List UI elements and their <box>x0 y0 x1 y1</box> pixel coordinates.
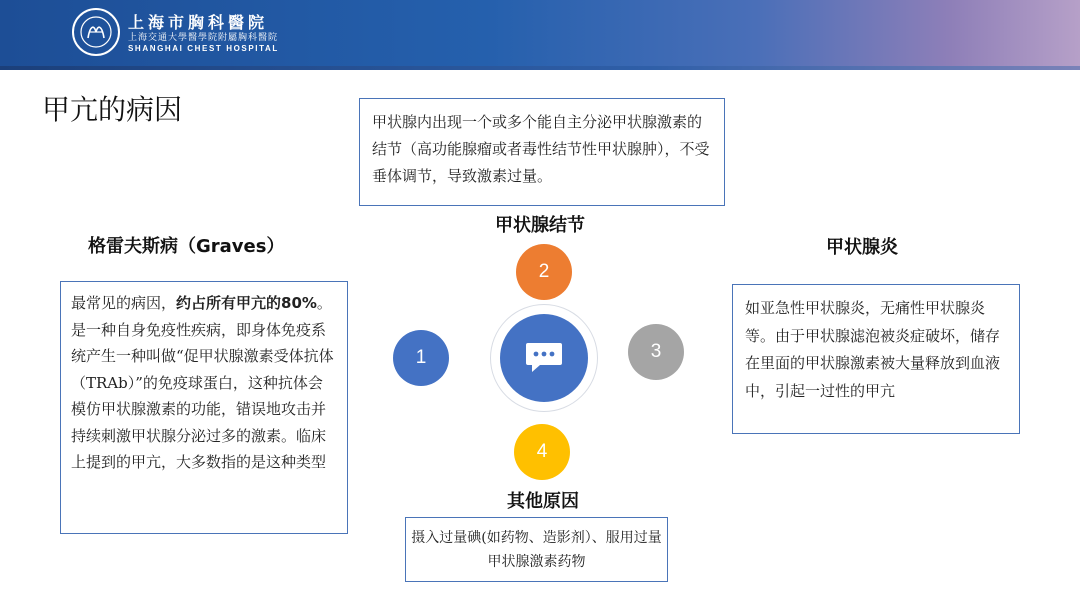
hospital-seal-logo <box>72 8 120 56</box>
thyroiditis-title: 甲状腺炎 <box>826 237 898 258</box>
graves-description-box <box>60 281 348 534</box>
graves-title: 格雷夫斯病（Graves） <box>88 236 285 257</box>
thyroiditis-description: 如亚急性甲状腺炎，无痛性甲状腺炎等。由于甲状腺滤泡被炎症破坏，储存在里面的甲状腺激素被大量释放到血液中，引起一过性的甲亢 <box>745 299 1001 400</box>
chat-bubble-icon <box>524 341 564 375</box>
hospital-name-cn: 上海市胸科醫院 <box>128 13 269 32</box>
step-3-circle: 3 <box>628 324 684 380</box>
other-causes-title: 其他原因 <box>507 491 579 512</box>
step-4-circle: 4 <box>514 424 570 480</box>
hospital-emblem-icon <box>76 12 116 52</box>
step-1-circle: 1 <box>393 330 449 386</box>
nodule-title: 甲状腺结节 <box>495 215 585 236</box>
step-2-circle: 2 <box>516 244 572 300</box>
graves-text-rest: 。是一种自身免疫性疾病，即身体免疫系统产生一种叫做“促甲状腺激素受体抗体（TRAb）”的免疫球蛋白，这种抗体会模仿甲状腺激素的功能，错误地攻击并持续刺激甲状腺分泌过多的激素。临床上提到的甲亢，大多数指的是这种类型 <box>71 294 334 471</box>
center-circle <box>500 314 588 402</box>
hospital-name-en: SHANGHAI CHEST HOSPITAL <box>128 44 279 53</box>
hospital-sub-cn: 上海交通大學醫學院附屬胸科醫院 <box>128 33 279 43</box>
other-causes-description: 摄入过量碘(如药物、造影剂）、服用过量甲状腺激素药物 <box>411 530 662 570</box>
other-causes-description-box <box>405 517 668 582</box>
nodule-description-box <box>359 98 725 206</box>
nodule-description: 甲状腺内出现一个或多个能自主分泌甲状腺激素的结节（高功能腺瘤或者毒性结节性甲状腺肿），不受垂体调节，导致激素过量。 <box>372 113 710 185</box>
graves-text-highlight: 约占所有甲亢的80% <box>176 294 317 312</box>
thyroiditis-description-box <box>732 284 1020 434</box>
graves-text-intro: 最常见的病因， <box>71 294 177 312</box>
page-title: 甲亢的病因 <box>42 93 183 126</box>
header-rule <box>0 66 1080 70</box>
